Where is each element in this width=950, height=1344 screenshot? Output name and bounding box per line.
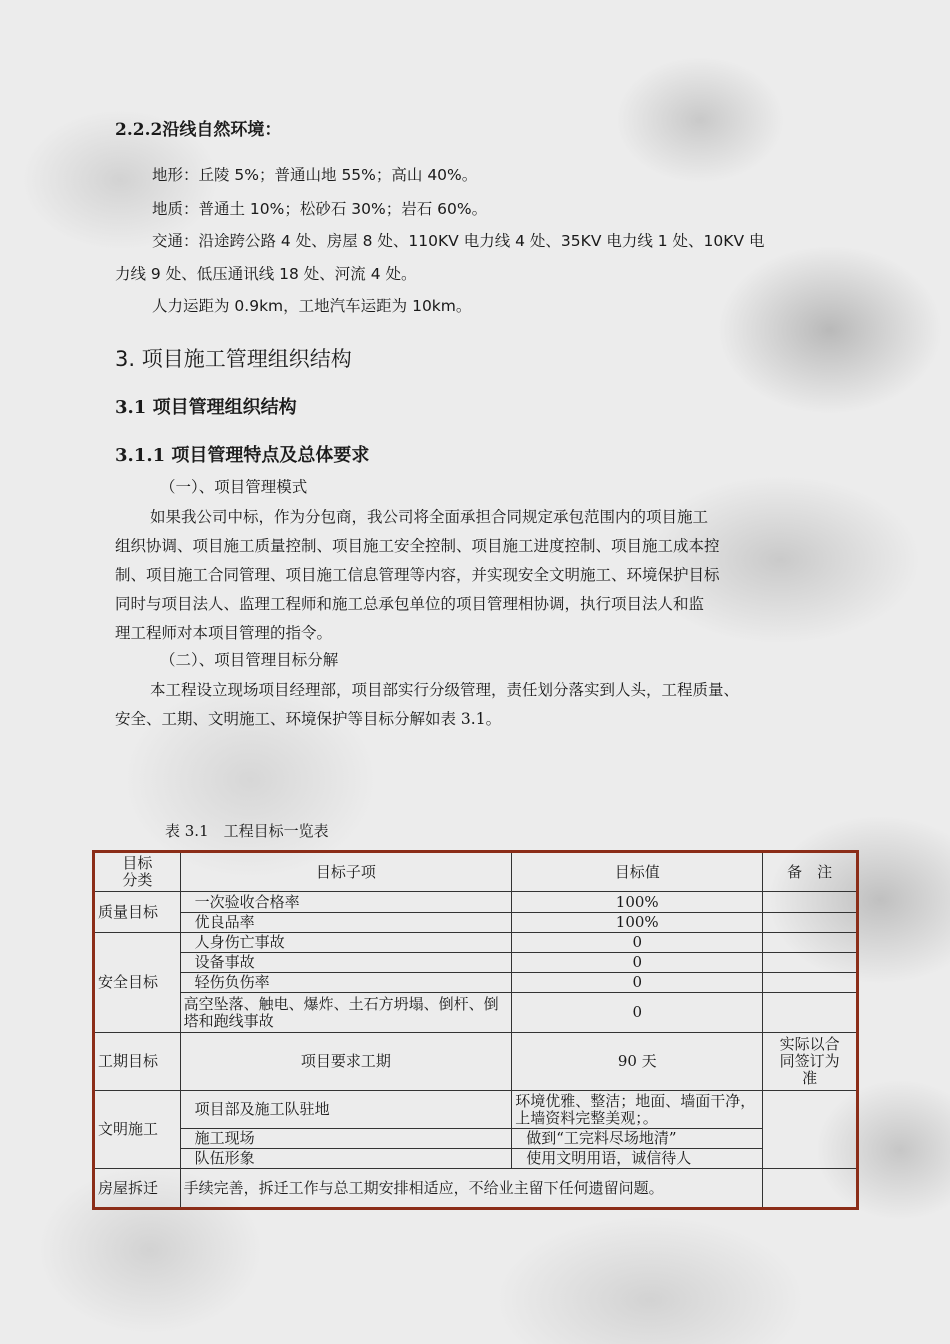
table-row [94,1129,858,1149]
header-category: 目标 分类 [94,852,181,892]
subitem-cell: 施工现场 [180,1129,512,1149]
table-row [94,1091,858,1129]
mode-paragraph-line: 组织协调、项目施工质量控制、项目施工安全控制、项目施工进度控制、项目施工成本控 [115,537,720,555]
remark-cell [763,933,858,953]
subitem-cell: 高空坠落、触电、爆炸、土石方坍塌、倒杆、倒塔和跑线事故 [180,993,512,1033]
table-row [94,1149,858,1169]
target-title: （二）、项目管理目标分解 [160,651,339,669]
subitem-cell: 轻伤负伤率 [180,973,512,993]
value-cell: 做到“工完料尽场地清” [512,1129,763,1149]
value-cell: 0 [512,973,763,993]
remark-cell: 实际以合同签订为准 [763,1033,858,1091]
subitem-cell: 队伍形象 [180,1149,512,1169]
project-goals-table [92,850,859,1210]
demolition-text-cell: 手续完善，拆迁工作与总工期安排相适应，不给业主留下任何遗留问题。 [180,1169,763,1209]
subitem-cell: 设备事故 [180,953,512,973]
mode-paragraph-line: 制、项目施工合同管理、项目施工信息管理等内容，并实现安全文明施工、环境保护目标 [115,566,720,584]
target-paragraph-line: 本工程设立现场项目经理部，项目部实行分级管理，责任划分落实到人头，工程质量、 [150,681,740,699]
remark-cell [763,1091,858,1169]
value-cell: 0 [512,993,763,1033]
header-remark: 备 注 [763,852,858,892]
heading-3-1-1: 3.1.1 项目管理特点及总体要求 [115,445,370,466]
geology-text: 地质：普通土 10%；松砂石 30%；岩石 60%。 [152,200,488,218]
remark-cell [763,892,858,913]
header-subitem: 目标子项 [180,852,512,892]
remark-cell [763,953,858,973]
category-demolition: 房屋拆迁 [94,1169,181,1209]
subitem-cell: 项目要求工期 [180,1033,512,1091]
value-cell: 100% [512,892,763,913]
traffic-text-line1: 交通：沿途跨公路 4 处、房屋 8 处、110KV 电力线 4 处、35KV 电力线 1 处、10KV 电 [152,232,765,250]
table-row [94,973,858,993]
subitem-cell: 项目部及施工队驻地 [180,1091,512,1129]
table-row [94,892,858,913]
mode-paragraph-line: 同时与项目法人、监理工程师和施工总承包单位的项目管理相协调，执行项目法人和监 [115,595,705,613]
mode-paragraph-line: 理工程师对本项目管理的指令。 [115,624,333,642]
category-quality: 质量目标 [94,892,181,933]
terrain-text: 地形：丘陵 5%；普通山地 55%；高山 40%。 [152,166,478,184]
table-row [94,993,858,1033]
subitem-cell: 优良品率 [180,913,512,933]
table-row [94,953,858,973]
table-row [94,933,858,953]
remark-cell [763,973,858,993]
remark-cell [763,993,858,1033]
table-caption: 表 3.1 工程目标一览表 [165,822,329,840]
transport-distance-text: 人力运距为 0.9km，工地汽车运距为 10km。 [152,297,472,315]
category-safety: 安全目标 [94,933,181,1033]
heading-3: 3. 项目施工管理组织结构 [115,347,352,371]
category-civilized: 文明施工 [94,1091,181,1169]
target-paragraph-line: 安全、工期、文明施工、环境保护等目标分解如表 3.1。 [115,710,502,728]
value-cell: 0 [512,953,763,973]
value-cell: 环境优雅、整洁；地面、墙面干净，上墙资料完整美观；。 [512,1091,763,1129]
heading-3-1: 3.1 项目管理组织结构 [115,397,297,418]
table-row [94,1033,858,1091]
table-header-row [94,852,858,892]
category-schedule: 工期目标 [94,1033,181,1091]
header-value: 目标值 [512,852,763,892]
table-row [94,1169,858,1209]
mode-title: （一）、项目管理模式 [160,478,308,496]
traffic-text-line2: 力线 9 处、低压通讯线 18 处、河流 4 处。 [115,265,417,283]
remark-cell [763,913,858,933]
remark-cell [763,1169,858,1209]
value-cell: 90 天 [512,1033,763,1091]
mode-paragraph-line: 如果我公司中标，作为分包商，我公司将全面承担合同规定承包范围内的项目施工 [150,508,709,526]
value-cell: 使用文明用语，诚信待人 [512,1149,763,1169]
value-cell: 100% [512,913,763,933]
heading-2-2-2: 2.2.2沿线自然环境： [115,120,282,140]
subitem-cell: 一次验收合格率 [180,892,512,913]
subitem-cell: 人身伤亡事故 [180,933,512,953]
table-row [94,913,858,933]
value-cell: 0 [512,933,763,953]
